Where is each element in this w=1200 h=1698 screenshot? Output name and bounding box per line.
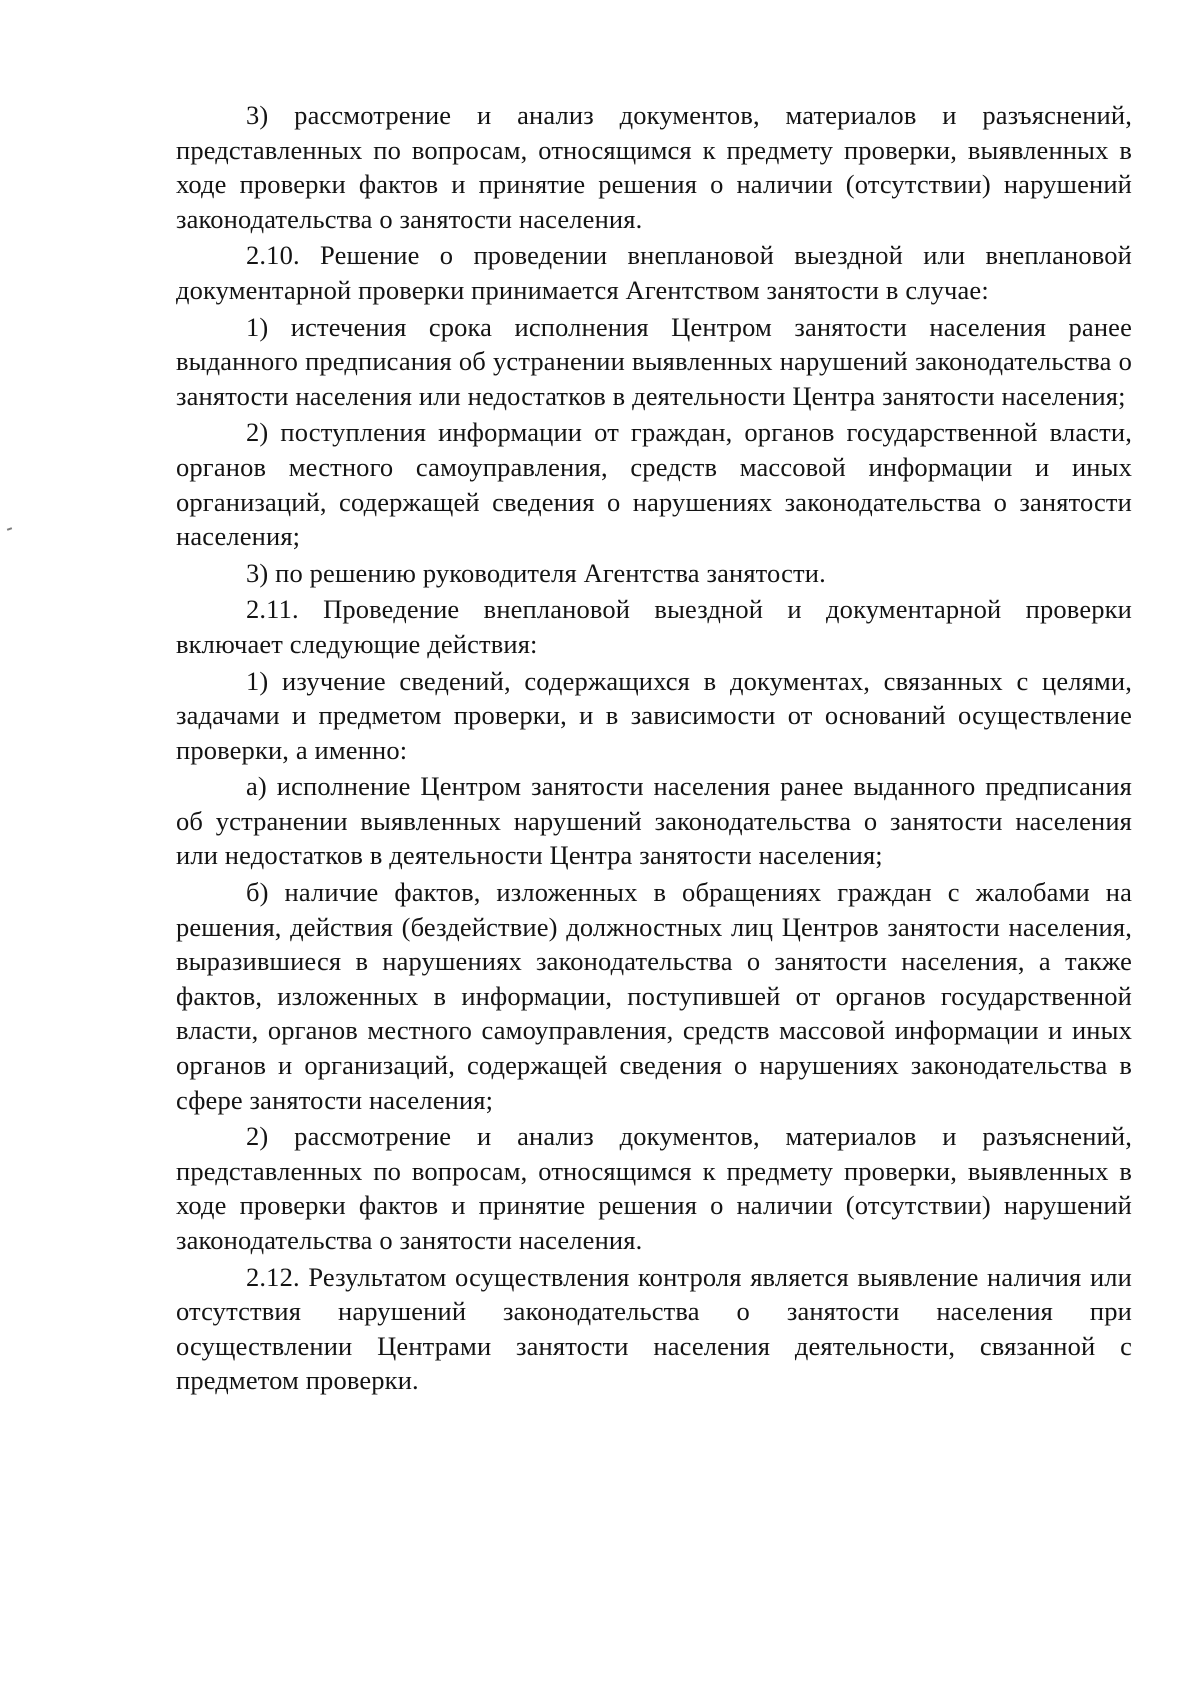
paragraph-2-10-item-3: 3) по решению руководителя Агентства занятости. [246, 557, 826, 588]
paragraph-2-10-item-1: 1) истечения срока исполнения Центром занятости населения ранее выданного предписания об устранении выявленных нарушений законодательства о занятости населения или недостатков в деятельности Центра занятости населения; [176, 311, 1132, 411]
paragraph-2-12: 2.12. Результатом осуществления контроля является выявление наличия или отсутствия нарушений законодательства о занятости населения при осуществлении Центрами занятости населения деятельности, связанной с предметом проверки. [176, 1261, 1132, 1396]
document-page [176, 98, 1132, 1398]
paragraph-2-11-item-2: 2) рассмотрение и анализ документов, материалов и разъяснений, представленных по вопросам, относящимся к предмету проверки, выявленных в ходе проверки фактов и принятие решения о наличии (отсутствии) нарушений законодательства о занятости населения. [176, 1121, 1132, 1255]
paragraph-2-11-item-1a: а) исполнение Центром занятости населения ранее выданного предписания об устранении выявленных нарушений законодательства о занятости населения или недостатков в деятельности Центра занятости населения; [176, 771, 1132, 871]
paragraph-2-11: 2.11. Проведение внеплановой выездной и документарной проверки включает следующие действия: [176, 594, 1132, 659]
scan-speck [7, 527, 12, 531]
paragraph-2-10: 2.10. Решение о проведении внеплановой выездной или внеплановой документарной проверки принимается Агентством занятости в случае: [176, 240, 1132, 305]
paragraph-2-10-item-2: 2) поступления информации от граждан, органов государственной власти, органов местного самоуправления, средств массовой информации и иных организаций, содержащей сведения о нарушениях законодательства о занятости населения; [176, 417, 1132, 552]
paragraph-2-11-item-1: 1) изучение сведений, содержащихся в документах, связанных с целями, задачами и предметом проверки, и в зависимости от оснований осуществление проверки, а именно: [176, 665, 1132, 765]
paragraph-2-11-item-1b: б) наличие фактов, изложенных в обращениях граждан с жалобами на решения, действия (бездействие) должностных лиц Центров занятости населения, выразившиеся в нарушениях законодательства о занятости населения, а также фактов, изложенных в информации, поступившей от органов государственной власти, органов местного самоуправления, средств массовой информации и иных органов и организаций, содержащей сведения о нарушениях законодательства в сфере занятости населения; [176, 877, 1132, 1115]
paragraph-item-3-review: 3) рассмотрение и анализ документов, материалов и разъяснений, представленных по вопросам, относящимся к предмету проверки, выявленных в ходе проверки фактов и принятие решения о наличии (отсутствии) нарушений законодательства о занятости населения. [176, 100, 1132, 234]
